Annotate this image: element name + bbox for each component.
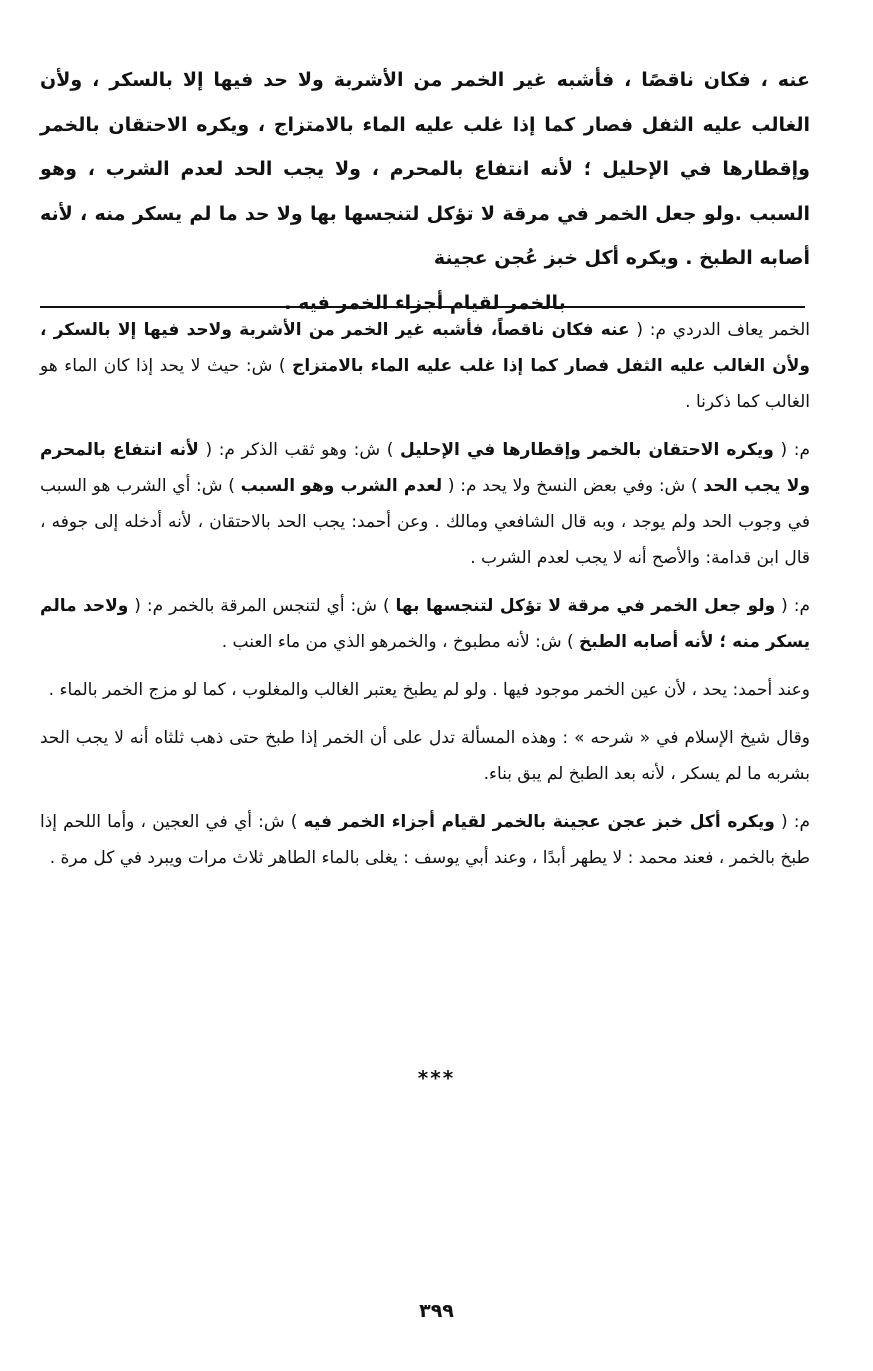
commentary-text: ) ش: حيث لا يحد إذا كان الماء هو الغالب كما ذكرنا . — [40, 356, 810, 412]
quoted-matn-text: ولاحد مالم يسكر منه ؛ لأنه أصابه الطبخ — [40, 596, 810, 652]
commentary-paragraph-6 — [40, 804, 810, 876]
commentary-text: م: ( — [774, 812, 810, 832]
commentary-paragraph-1 — [40, 312, 810, 420]
commentary-text: م: ( — [775, 596, 810, 616]
main-text-last-line: بالخمر لقيام أجزاء الخمر فيه . — [284, 291, 566, 314]
commentary-text: ) ش: أي الشرب هو السبب في وجوب الحد ولم يوجد ، وبه قال الشافعي ومالك . وعن أحمد: يجب الحد بالاحتقان ، لأنه أدخله إلى جوفه ، قال ابن قدامة: والأصح أنه لا يجب لعدم الشرب . — [40, 476, 810, 568]
commentary-text: وعند أحمد: يحد ، لأن عين الخمر موجود فيها . ولو لم يطبخ يعتبر الغالب والمغلوب ، كما لو مزج الخمر بالماء . — [48, 680, 810, 700]
footnote-divider — [40, 306, 805, 308]
commentary-text: م: ( — [773, 440, 810, 460]
commentary-paragraph-4 — [40, 672, 810, 708]
commentary-text: ) ش: وفي بعض النسخ ولا يحد م: ( — [442, 476, 704, 496]
commentary-text: ) ش: لأنه مطبوخ ، والخمرهو الذي من ماء العنب . — [221, 632, 580, 652]
commentary-text: وقال شيخ الإسلام في « شرحه » : وهذه المسألة تدل على أن الخمر إذا طبخ حتى ذهب ثلثاه أنه لا يجب الحد بشربه ما لم يسكر ، لأنه بعد الطبخ لم يبق بناء. — [40, 728, 810, 784]
quoted-matn-text: لعدم الشرب وهو السبب — [240, 476, 443, 496]
commentary-text: ) ش: أي في العجين ، وأما اللحم إذا طبخ بالخمر ، فعند محمد : لا يطهر أبدًا ، وعند أبي يوسف : يغلى بالماء الطاهر ثلاث مرات ويبرد في كل مرة . — [40, 812, 810, 868]
page-number: ٣٩٩ — [419, 1300, 454, 1322]
commentary-text: ) ش: أي لتنجس المرقة بالخمر م: ( — [128, 596, 396, 616]
commentary-block — [40, 312, 810, 888]
commentary-text: ) ش: وهو ثقب الذكر م: ( — [198, 440, 401, 460]
quoted-matn-text: عنه فكان ناقصاً، فأشبه غير الخمر من الأشربة ولاحد فيها إلا بالسكر ، ولأن الغالب عليه الثفل فصار كما إذا غلب عليه الماء بالامتزاج — [40, 320, 810, 376]
quoted-matn-text: ويكره الاحتقان بالخمر وإقطارها في الإحليل — [400, 440, 774, 460]
main-text-block — [40, 58, 810, 325]
main-text-body: عنه ، فكان ناقصًا ، فأشبه غير الخمر من الأشربة ولا حد فيها إلا بالسكر ، ولأن الغالب عليه الثفل فصار كما إذا غلب عليه الماء بالامتزاج ، ويكره الاحتقان بالخمر وإقطارها في الإحليل ؛ لأنه انتفاع بالمحرم ، ولا يجب الحد لعدم الشرب ، وهو السبب .ولو جعل الخمر في مرقة لا تؤكل لتنجسها بها ولا حد ما لم يسكر منه ، لأنه أصابه الطبخ . ويكره أكل خبز عُجن عجينة — [40, 69, 810, 269]
quoted-matn-text: ولو جعل الخمر في مرقة لا تؤكل لتنجسها بها — [395, 596, 776, 616]
quoted-matn-text: لأنه انتفاع بالمحرم ولا يجب الحد — [40, 440, 811, 496]
commentary-paragraph-5 — [40, 720, 810, 792]
commentary-text: الخمر يعاف الدردي م: ( — [629, 320, 810, 340]
commentary-paragraph-3 — [40, 588, 810, 660]
quoted-matn-text: ويكره أكل خبز عجن عجينة بالخمر لقيام أجزاء الخمر فيه — [303, 812, 775, 832]
commentary-paragraph-2 — [40, 432, 810, 576]
section-separator: *** — [417, 1066, 456, 1090]
